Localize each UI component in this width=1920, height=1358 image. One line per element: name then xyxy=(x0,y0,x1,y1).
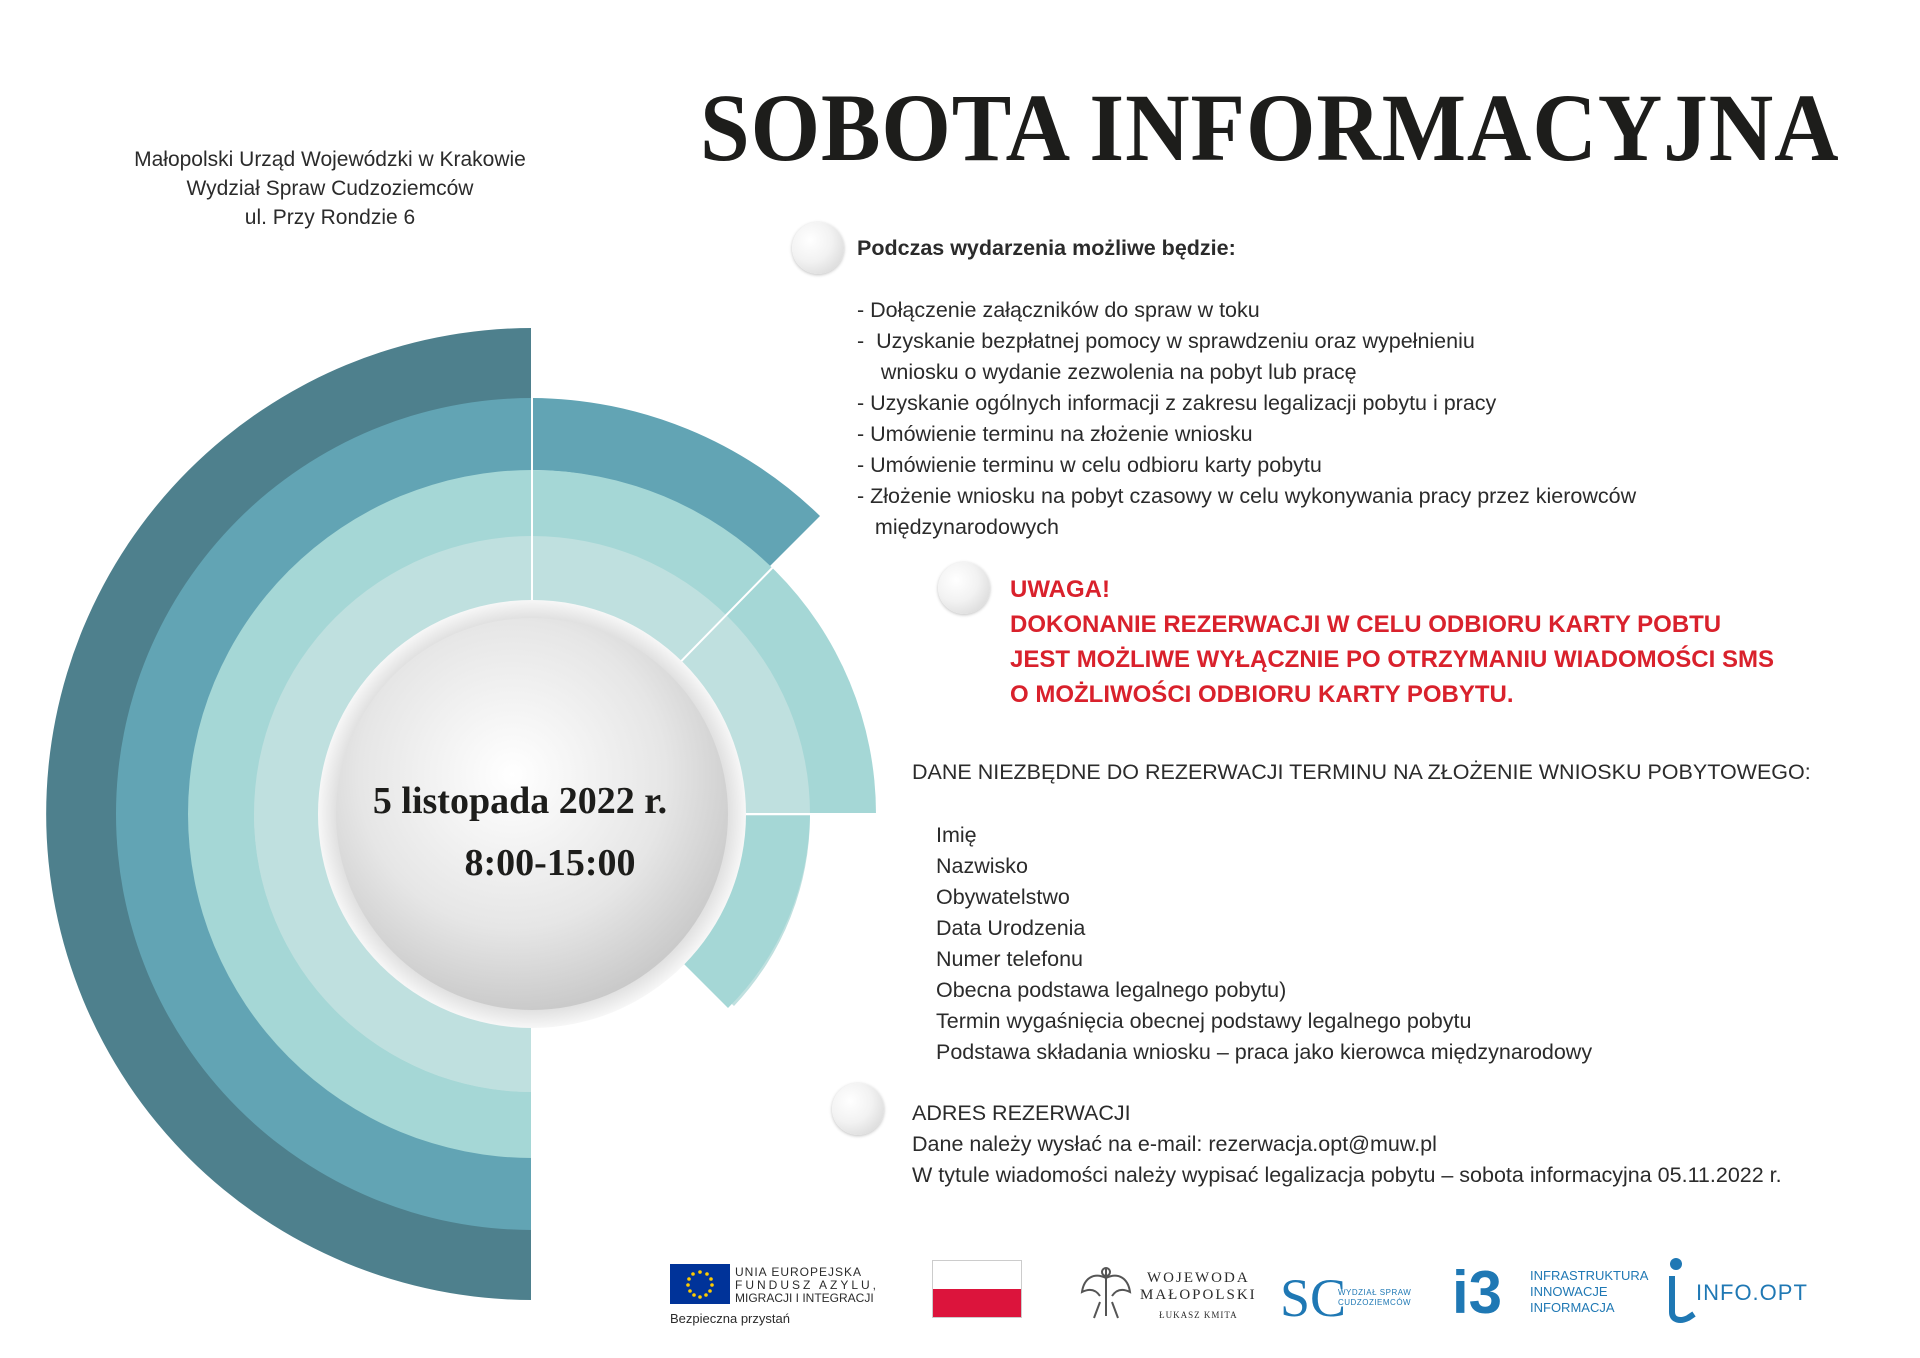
event-time: 8:00-15:00 xyxy=(464,842,636,884)
logos-footer xyxy=(0,1250,1920,1350)
list-item: Termin wygaśnięcia obecnej podstawy legalnego pobytu xyxy=(936,1009,1472,1033)
reservation-heading: ADRES REZERWACJI xyxy=(912,1101,1131,1125)
voivode-logo-text xyxy=(1140,1270,1257,1320)
voivode-name: ŁUKASZ KMITA xyxy=(1159,1310,1238,1320)
wsc-text-line: CUDZOZIEMCÓW xyxy=(1338,1298,1412,1307)
org-department: Wydział Spraw Cudzoziemców xyxy=(186,177,474,200)
bullet-warning xyxy=(938,562,990,614)
eu-logo-text xyxy=(735,1266,879,1305)
organization-block xyxy=(110,145,550,232)
eu-caption: Bezpieczna przystań xyxy=(670,1311,790,1326)
eu-text-line: MIGRACJI I INTEGRACJI xyxy=(735,1291,874,1305)
warning-line: DOKONANIE REZERWACJI W CELU ODBIORU KARTY POBTU xyxy=(1010,611,1722,638)
list-item: - Umówienie terminu w celu odbioru karty pobytu xyxy=(857,453,1322,477)
wsc-logo-mark: SC xyxy=(1280,1268,1347,1328)
voivode-text-line: WOJEWODA xyxy=(1147,1270,1250,1286)
list-item: Numer telefonu xyxy=(936,947,1083,971)
warning-title: UWAGA! xyxy=(1010,576,1110,603)
list-item: Nazwisko xyxy=(936,854,1028,878)
list-item: Podstawa składania wniosku – praca jako kierowca międzynarodowy xyxy=(936,1040,1593,1064)
list-item: - Uzyskanie ogólnych informacji z zakresu legalizacji pobytu i pracy xyxy=(857,391,1497,415)
list-item: Imię xyxy=(936,823,977,847)
list-item: - Uzyskanie bezpłatnej pomocy w sprawdzeniu oraz wypełnieniu xyxy=(857,329,1475,353)
i3-logo-text xyxy=(1530,1268,1648,1316)
polish-flag-icon xyxy=(932,1260,1022,1318)
i3-logo-mark: i3 xyxy=(1452,1259,1503,1326)
eu-flag-icon xyxy=(670,1264,730,1304)
required-data-list xyxy=(936,820,1592,1068)
reservation-block xyxy=(912,1098,1782,1191)
services-heading: Podczas wydarzenia możliwe będzie: xyxy=(857,236,1236,260)
list-item: Obecna podstawa legalnego pobytu) xyxy=(936,978,1287,1002)
i3-text-line: INFORMACJA xyxy=(1530,1300,1615,1315)
list-item: międzynarodowych xyxy=(857,515,1059,539)
voivode-text-line: MAŁOPOLSKI xyxy=(1140,1287,1257,1303)
required-data-heading: DANE NIEZBĘDNE DO REZERWACJI TERMINU NA ZŁOŻENIE WNIOSKU POBYTOWEGO: xyxy=(912,760,1811,784)
services-list xyxy=(857,295,1636,543)
eagle-emblem-icon xyxy=(1078,1262,1134,1326)
bullet-services xyxy=(792,222,844,274)
event-date-block xyxy=(330,770,730,894)
eu-text-line: FUNDUSZ AZYLU, xyxy=(735,1278,880,1292)
warning-block xyxy=(1010,572,1774,712)
org-address: ul. Przy Rondzie 6 xyxy=(244,206,416,229)
eu-text-line: UNIA EUROPEJSKA xyxy=(735,1265,863,1279)
i3-text-line: INFRASTRUKTURA xyxy=(1530,1268,1649,1283)
warning-line: O MOŻLIWOŚCI ODBIORU KARTY POBYTU. xyxy=(1010,681,1514,708)
event-date: 5 listopada 2022 r. xyxy=(372,780,668,822)
reservation-email-line: Dane należy wysłać na e-mail: rezerwacja.opt@muw.pl xyxy=(912,1132,1437,1156)
list-item: Obywatelstwo xyxy=(936,885,1070,909)
bullet-reservation xyxy=(832,1083,884,1135)
reservation-subject-line: W tytule wiadomości należy wypisać legalizacja pobytu – sobota informacyjna 05.11.2022 r. xyxy=(912,1163,1782,1187)
page-title: SOBOTA INFORMACYJNA xyxy=(700,74,1840,181)
org-name: Małopolski Urząd Wojewódzki w Krakowie xyxy=(134,148,526,171)
i3-text-line: INNOWACJE xyxy=(1530,1284,1608,1299)
warning-line: JEST MOŻLIWE WYŁĄCZNIE PO OTRZYMANIU WIADOMOŚCI SMS xyxy=(1010,646,1774,673)
info-opt-text: INFO.OPT xyxy=(1696,1280,1808,1305)
wsc-logo-text xyxy=(1338,1288,1411,1308)
list-item: - Dołączenie załączników do spraw w toku xyxy=(857,298,1260,322)
list-item: - Umówienie terminu na złożenie wniosku xyxy=(857,422,1253,446)
wsc-text-line: WYDZIAŁ SPRAW xyxy=(1338,1288,1412,1297)
info-opt-icon xyxy=(1664,1256,1700,1326)
list-item: - Złożenie wniosku na pobyt czasowy w celu wykonywania pracy przez kierowców xyxy=(857,484,1637,508)
list-item: wniosku o wydanie zezwolenia na pobyt lub pracę xyxy=(857,360,1357,384)
list-item: Data Urodzenia xyxy=(936,916,1086,940)
